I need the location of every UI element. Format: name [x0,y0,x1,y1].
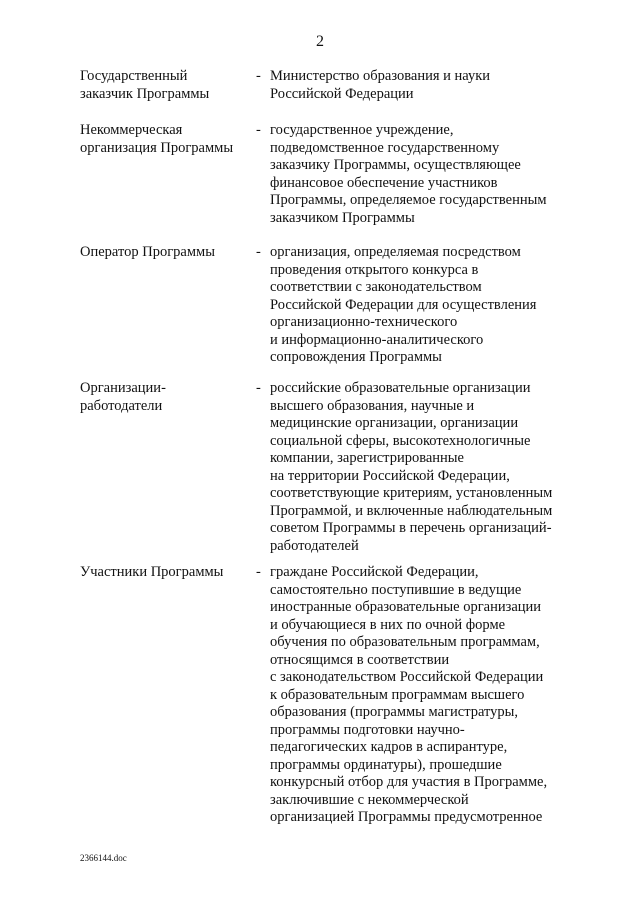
term-label: Организации- работодатели [80,380,166,414]
definition-text: российские образовательные организации высшего образования, научные и медицинские организации, организации социальной сферы, высокотехнологичные компании, зарегистрированные на территории Российской Федерации, соответствующие критериям, установленным Программой, и включенные наблюдательным советом Программы в перечень организаций- работодателей [270,380,553,554]
dash-separator: - [256,380,261,396]
term-label: Участники Программы [80,564,224,580]
dash-separator: - [256,564,261,580]
term-label: Некоммерческая организация Программы [80,122,234,156]
page-number: 2 [316,33,324,50]
term-label: Государственный заказчик Программы [80,68,210,102]
definition-text: граждане Российской Федерации, самостоятельно поступившие в ведущие иностранные образовательные организации и обучающиеся в них по очной форме обучения по образовательным программам, относящимся в соответствии с законодательством Российской Федерации к образовательным программам высшего образования (программы магистратуры, программы подготовки научно- педагогических кадров в аспирантуре, программы ординатуры), прошедшие конкурсный отбор для участия в Программе, заключившие с некоммерческой организацией Программы предусмотренное [270,564,548,825]
dash-separator: - [256,68,261,84]
definition-text: Министерство образования и науки Российской Федерации [270,68,491,102]
dash-separator: - [256,122,261,138]
dash-separator: - [256,244,261,260]
term-label: Оператор Программы [80,244,215,260]
definition-text: организация, определяемая посредством проведения открытого конкурса в соответствии с законодательством Российской Федерации для осуществления организационно-технического и информационно-аналитического сопровождения Программы [270,244,537,365]
definition-text: государственное учреждение, подведомственное государственному заказчику Программы, осуществляющее финансовое обеспечение участников Программы, определяемое государственным заказчиком Программы [270,122,547,226]
document-filename: 2366144.doc [80,853,127,863]
